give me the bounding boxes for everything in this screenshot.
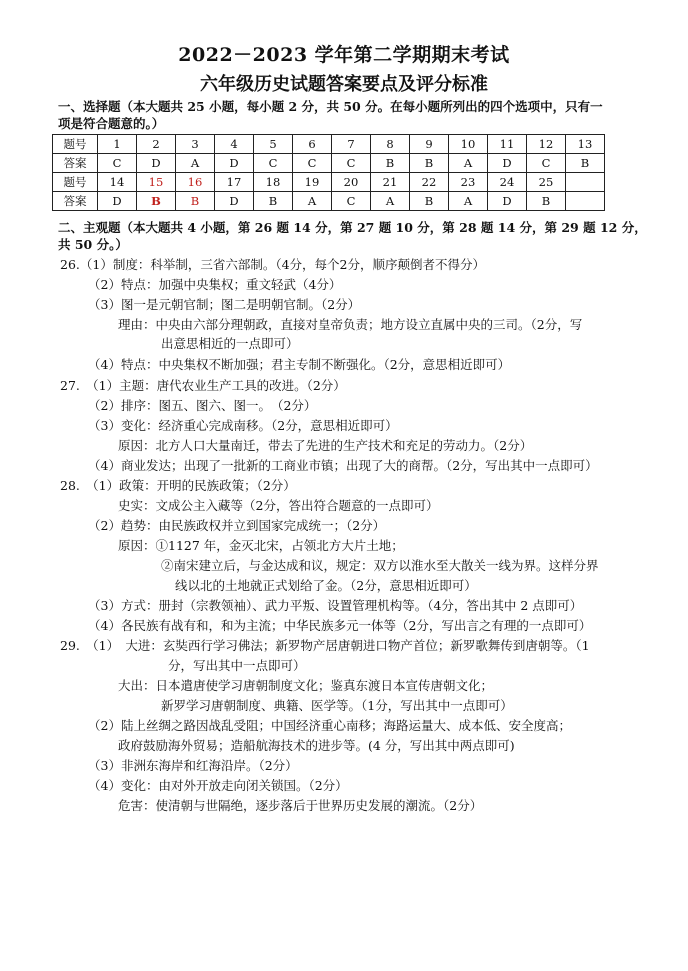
question-label: 题号 <box>53 135 98 154</box>
section2-line1: 二、主观题（本大题共 4 小题，第 26 题 14 分，第 27 题 10 分，第 28 题 14 分，第 29 题 12 分， <box>58 220 647 235</box>
answer-line: 线以北的土地就正式划给了金。（2分，意思相近即可） <box>175 578 477 593</box>
section2-line2: 共 50 分。） <box>58 237 128 252</box>
answer-cell: B <box>410 154 449 173</box>
answer-cell: D <box>137 154 176 173</box>
question-number: 11 <box>488 135 527 154</box>
question-number: 14 <box>98 173 137 192</box>
answer-line: （2）特点：加强中央集权；重文轻武（4分） <box>88 277 342 292</box>
answer-cell <box>566 192 605 211</box>
question-number: 15 <box>137 173 176 192</box>
answer-cell: B <box>176 192 215 211</box>
answer-cell: D <box>488 192 527 211</box>
answer-cell: A <box>449 192 488 211</box>
answer-cell: C <box>332 154 371 173</box>
answer-line: （2）排序：图五、图六、图一。 （2分） <box>88 398 317 413</box>
answer-line: 出意思相近的一点即可） <box>161 336 299 351</box>
answer-line: 理由：中央由六部分理朝政，直接对皇帝负责；地方设立直属中央的三司。（2分，写 <box>118 317 583 332</box>
answer-label: 答案 <box>53 154 98 173</box>
question-number: 17 <box>215 173 254 192</box>
question-number: 21 <box>371 173 410 192</box>
question-number: 2 <box>137 135 176 154</box>
answer-cell: B <box>566 154 605 173</box>
answer-cell: D <box>488 154 527 173</box>
answer-line: 原因：①1127 年，金灭北宋，占领北方大片土地； <box>118 538 404 553</box>
question-number: 13 <box>566 135 605 154</box>
question-number: 10 <box>449 135 488 154</box>
answer-cell: C <box>293 154 332 173</box>
question-number: 22 <box>410 173 449 192</box>
answer-line: 分，写出其中一点即可） <box>168 658 306 673</box>
section1-heading <box>58 98 658 132</box>
answer-line: ②南宋建立后，与金达成和议，规定：双方以淮水至大散关一线为界。这样分界 <box>161 558 599 573</box>
answer-line: 大出：日本遣唐使学习唐朝制度文化；鉴真东渡日本宣传唐朝文化； <box>118 678 494 693</box>
question-number: 4 <box>215 135 254 154</box>
question-number: 24 <box>488 173 527 192</box>
answer-cell: C <box>527 154 566 173</box>
question-number <box>566 173 605 192</box>
question-number: 16 <box>176 173 215 192</box>
answer-cell: B <box>371 154 410 173</box>
answer-line: 危害：使清朝与世隔绝，逐步落后于世界历史发展的潮流。（2分） <box>118 798 483 813</box>
page-title: 2022－2023 学年第二学期期末考试 <box>178 44 510 66</box>
answer-line: （4）特点：中央集权不断加强；君主专制不断强化。（2分，意思相近即可） <box>88 357 511 372</box>
answer-cell: C <box>254 154 293 173</box>
answer-line: （4）商业发达；出现了一批新的工商业市镇；出现了大的商帮。（2分，写出其中一点即可） <box>88 458 598 473</box>
answer-cell: A <box>449 154 488 173</box>
answer-cell: A <box>176 154 215 173</box>
answer-line: （3）变化：经济重心完成南移。（2分，意思相近即可） <box>88 418 398 433</box>
table-row <box>53 135 605 154</box>
answer-cell: B <box>137 192 176 211</box>
question-number: 25 <box>527 173 566 192</box>
question-label: 题号 <box>53 173 98 192</box>
question-number: 18 <box>254 173 293 192</box>
question-number: 8 <box>371 135 410 154</box>
answer-cell: C <box>98 154 137 173</box>
answer-label: 答案 <box>53 192 98 211</box>
answer-line: 26.（1）制度：科举制，三省六部制。（4分，每个2分，顺序颠倒者不得分） <box>60 257 485 272</box>
answer-line: 28. （1）政策：开明的民族政策；（2分） <box>60 478 296 493</box>
answer-line: （2）趋势：由民族政权并立到国家完成统一；（2分） <box>88 518 386 533</box>
answer-cell: C <box>332 192 371 211</box>
question-number: 23 <box>449 173 488 192</box>
question-number: 19 <box>293 173 332 192</box>
section1-line2: 项是符合题意的。） <box>58 116 165 131</box>
answer-cell: D <box>215 192 254 211</box>
table-row <box>53 192 605 211</box>
answer-line: （3）方式：册封（宗教领袖）、武力平叛、设置管理机构等。（4分，答出其中 2 点即可） <box>88 598 583 613</box>
question-number: 1 <box>98 135 137 154</box>
section1-line1: 一、选择题（本大题共 25 小题，每小题 2 分，共 50 分。在每小题所列出的四个选项中，只有一 <box>58 99 603 114</box>
question-number: 12 <box>527 135 566 154</box>
answer-cell: A <box>371 192 410 211</box>
answer-line: 原因：北方人口大量南迁，带去了先进的生产技术和充足的劳动力。（2分） <box>118 438 533 453</box>
answer-table <box>52 134 605 211</box>
answer-line: 政府鼓励海外贸易；造船航海技术的进步等。(4 分，写出其中两点即可) <box>118 738 515 753</box>
question-number: 6 <box>293 135 332 154</box>
answer-line: 27. （1）主题：唐代农业生产工具的改进。（2分） <box>60 378 346 393</box>
question-number: 9 <box>410 135 449 154</box>
answer-cell: D <box>98 192 137 211</box>
section2-heading <box>58 219 658 253</box>
question-number: 3 <box>176 135 215 154</box>
answer-line: （4）变化：由对外开放走向闭关锁国。（2分） <box>88 778 348 793</box>
page-subtitle: 六年级历史试题答案要点及评分标准 <box>200 74 488 95</box>
answer-cell: B <box>410 192 449 211</box>
question-number: 5 <box>254 135 293 154</box>
answer-line: 29. （1） 大进：玄奘西行学习佛法；新罗物产居唐朝进口物产首位；新罗歌舞传到唐朝等。（1 <box>60 638 590 653</box>
answer-cell: B <box>527 192 566 211</box>
answer-line: （3）图一是元朝官制；图二是明朝官制。（2分） <box>88 297 361 312</box>
answer-line: 史实：文成公主入藏等（2分，答出符合题意的一点即可） <box>118 498 439 513</box>
answer-cell: A <box>293 192 332 211</box>
table-row <box>53 154 605 173</box>
answer-line: （2）陆上丝绸之路因战乱受阻；中国经济重心南移；海路运量大、成本低、安全度高； <box>88 718 571 733</box>
question-number: 7 <box>332 135 371 154</box>
answer-line: （4）各民族有战有和，和为主流；中华民族多元一体等（2分，写出言之有理的一点即可） <box>88 618 592 633</box>
question-number: 20 <box>332 173 371 192</box>
answer-line: 新罗学习唐朝制度、典籍、医学等。（1分，写出其中一点即可） <box>161 698 513 713</box>
answer-cell: D <box>215 154 254 173</box>
answer-cell: B <box>254 192 293 211</box>
answer-line: （3）非洲东海岸和红海沿岸。（2分） <box>88 758 298 773</box>
table-row <box>53 173 605 192</box>
